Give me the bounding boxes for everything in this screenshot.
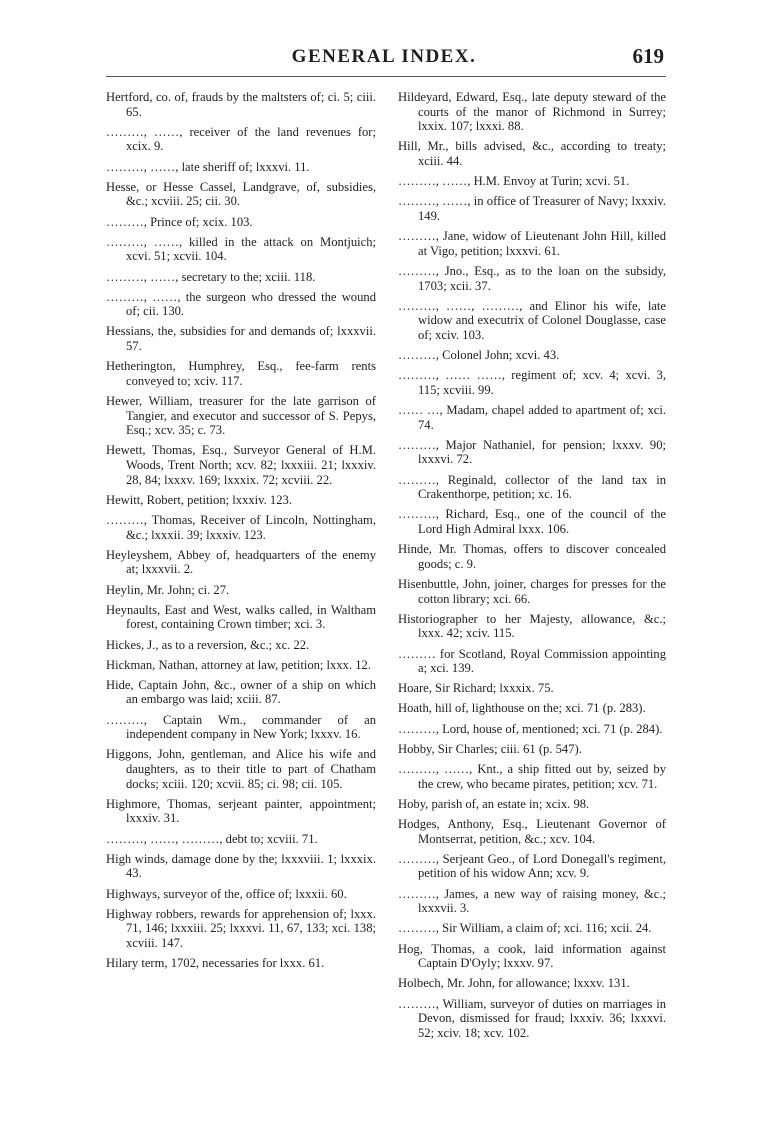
index-entry: Hisenbuttle, John, joiner, charges for presses for the cotton library; xci. 66.: [398, 576, 666, 606]
index-entry: ………, Richard, Esq., one of the council of the Lord High Admiral lxxx. 106.: [398, 507, 666, 536]
index-entry: Hickes, J., as to a reversion, &c.; xc. 22.: [106, 637, 310, 652]
index-entry: ………, …… ……, regiment of; xcv. 4; xcvi. 3, 115; xcviii. 99.: [398, 368, 666, 397]
index-entry: ………, Major Nathaniel, for pension; lxxxv. 90; lxxxvi. 72.: [398, 437, 666, 467]
index-entry: Heyleyshem, Abbey of, headquarters of the enemy at; lxxxvii. 2.: [106, 547, 376, 577]
index-entry: Hoby, parish of, an estate in; xcix. 98.: [398, 796, 590, 811]
index-entry: ………, ……, ………, and Elinor his wife, late widow and executrix of Colonel Douglasse, case of; xciv. 103.: [398, 298, 666, 342]
running-header-title: GENERAL INDEX.: [291, 46, 477, 67]
index-entry: Hewer, William, treasurer for the late garrison of Tangier, and executor and successor of S. Pepys, Esq.; xcv. 35; c. 73.: [106, 394, 376, 438]
index-entry: ………, ……, secretary to the; xciii. 118.: [106, 269, 316, 284]
index-entry: ………, William, surveyor of duties on marriages in Devon, dismissed for fraud; lxxxiv. 36; lxxxvi. 52; xciv. 18; xcv. 102.: [398, 996, 666, 1040]
index-entry: Hessians, the, subsidies for and demands of; lxxxvii. 57.: [106, 324, 376, 354]
index-entry: Hobby, Sir Charles; ciii. 61 (p. 547).: [398, 741, 582, 756]
index-entry: ………, Jno., Esq., as to the loan on the subsidy, 1703; xcii. 37.: [398, 263, 666, 293]
index-entry: Hertford, co. of, frauds by the maltsters of; ci. 5; ciii. 65.: [106, 90, 376, 119]
index-entry: ………, ……, late sheriff of; lxxxvi. 11.: [106, 159, 310, 174]
index-entry: Highmore, Thomas, serjeant painter, appointment; lxxxiv. 31.: [106, 796, 376, 826]
index-entry: Highways, surveyor of the, office of; lxxxii. 60.: [106, 886, 347, 901]
index-entry: Heylin, Mr. John; ci. 27.: [106, 582, 230, 597]
index-entry: ………, Sir William, a claim of; xci. 116; xcii. 24.: [398, 921, 652, 936]
index-entry: Hide, Captain John, &c., owner of a ship on which an embargo was laid; xciii. 87.: [106, 677, 376, 707]
index-entry: Hill, Mr., bills advised, &c., according to treaty; xciii. 44.: [398, 139, 666, 168]
index-entry: ………, Reginald, collector of the land tax in Crakenthorpe, petition; xc. 16.: [398, 472, 666, 502]
index-entry: ………, ……, ………, debt to; xcviii. 71.: [106, 831, 318, 846]
index-entry: ………, ……, killed in the attack on Montjuich; xcvi. 51; xcvii. 104.: [106, 234, 376, 264]
index-entry: Hinde, Mr. Thomas, offers to discover concealed goods; c. 9.: [398, 542, 666, 571]
index-entry: ………, Thomas, Receiver of Lincoln, Nottingham, &c.; lxxxii. 39; lxxxiv. 123.: [106, 512, 376, 542]
index-entry: ………, James, a new way of raising money, &c.; lxxxvii. 3.: [398, 886, 666, 916]
index-column-right: [398, 90, 666, 1046]
index-entry: Hodges, Anthony, Esq., Lieutenant Governor of Montserrat, petition, &c.; xcv. 104.: [398, 817, 666, 846]
index-entry: ………, Captain Wm., commander of an independent company in New York; lxxxv. 16.: [106, 712, 376, 742]
index-entry: ………, Serjeant Geo., of Lord Donegall's regiment, petition of his widow Ann; xcv. 9.: [398, 851, 666, 881]
index-entry: Hoath, hill of, lighthouse on the; xci. 71 (p. 283).: [398, 701, 646, 716]
index-entry: ………, Lord, house of, mentioned; xci. 71 (p. 284).: [398, 721, 663, 736]
index-entry: ………, Colonel John; xcvi. 43.: [398, 348, 560, 363]
page-number: 619: [632, 44, 664, 68]
index-entry: …… …, Madam, chapel added to apartment of; xci. 74.: [398, 403, 666, 432]
header-rule: [106, 76, 666, 77]
index-entry: ………, ……, in office of Treasurer of Navy; lxxxiv. 149.: [398, 194, 666, 223]
index-entry: Higgons, John, gentleman, and Alice his wife and daughters, as to their title to part of Chatham docks; xciii. 120; xcvii. 85; ci. 98; cii. 105.: [106, 747, 376, 791]
index-entry: Hoare, Sir Richard; lxxxix. 75.: [398, 681, 554, 696]
index-entry: Holbech, Mr. John, for allowance; lxxxv. 131.: [398, 976, 630, 991]
index-entry: Hewett, Thomas, Esq., Surveyor General of H.M. Woods, Trent North; xcv. 82; lxxxiii. 21; lxxxiv. 28, 84; lxxxv. 169; lxxxix. 72; xcviii. 22.: [106, 443, 376, 487]
index-entry: ………, ……, the surgeon who dressed the wound of; cii. 130.: [106, 289, 376, 319]
index-entry: Hickman, Nathan, attorney at law, petition; lxxx. 12.: [106, 657, 371, 672]
index-entry: Hewitt, Robert, petition; lxxxiv. 123.: [106, 492, 292, 507]
index-entry: ……… for Scotland, Royal Commission appointing a; xci. 139.: [398, 646, 666, 676]
index-entry: Highway robbers, rewards for apprehension of; lxxx. 71, 146; lxxxiii. 25; lxxxvi. 11, 67, 133; xci. 138; xcviii. 147.: [106, 906, 376, 950]
index-entry: ………, Prince of; xcix. 103.: [106, 214, 253, 229]
index-entry: Hildeyard, Edward, Esq., late deputy steward of the courts of the manor of Richmond in Surrey; lxxix. 107; lxxxi. 88.: [398, 90, 666, 134]
index-entry: Hesse, or Hesse Cassel, Landgrave, of, subsidies, &c.; xcviii. 25; cii. 30.: [106, 179, 376, 209]
index-entry: Heynaults, East and West, walks called, in Waltham forest, containing Crown timber; xci. 3.: [106, 602, 376, 632]
index-entry: Hetherington, Humphrey, Esq., fee-farm rents conveyed to; xciv. 117.: [106, 359, 376, 388]
index-entry: Hog, Thomas, a cook, laid information against Captain D'Oyly; lxxxv. 97.: [398, 941, 666, 971]
index-entry: ………, Jane, widow of Lieutenant John Hill, killed at Vigo, petition; lxxxvi. 61.: [398, 229, 666, 258]
index-entry: ………, ……, H.M. Envoy at Turin; xcvi. 51.: [398, 174, 630, 189]
index-entry: Historiographer to her Majesty, allowance, &c.; lxxx. 42; xciv. 115.: [398, 611, 666, 641]
index-entry: ………, ……, Knt., a ship fitted out by, seized by the crew, who became pirates, petition; xcv. 71.: [398, 762, 666, 791]
index-entry: Hilary term, 1702, necessaries for lxxx. 61.: [106, 956, 325, 971]
index-entry: ………, ……, receiver of the land revenues for; xcix. 9.: [106, 124, 376, 154]
index-column-left: [106, 90, 376, 976]
index-entry: High winds, damage done by the; lxxxviii. 1; lxxxix. 43.: [106, 851, 376, 881]
